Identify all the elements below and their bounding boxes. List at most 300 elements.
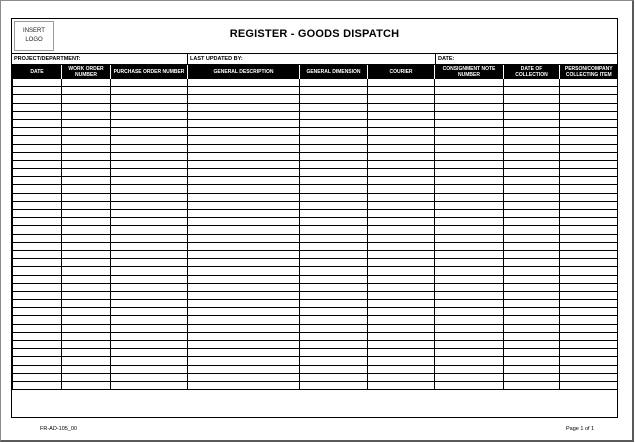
table-cell[interactable]: [13, 341, 62, 349]
table-cell[interactable]: [368, 119, 435, 127]
table-cell[interactable]: [13, 267, 62, 275]
table-cell[interactable]: [435, 226, 504, 234]
table-cell[interactable]: [368, 373, 435, 381]
table-cell[interactable]: [62, 234, 111, 242]
table-cell[interactable]: [368, 300, 435, 308]
date-field[interactable]: [435, 54, 617, 65]
table-cell[interactable]: [504, 324, 560, 332]
table-cell[interactable]: [368, 103, 435, 111]
table-cell[interactable]: [111, 193, 188, 201]
table-cell[interactable]: [13, 283, 62, 291]
table-cell[interactable]: [504, 226, 560, 234]
table-cell[interactable]: [560, 201, 618, 209]
last-updated-by-field[interactable]: [187, 54, 435, 65]
table-cell[interactable]: [435, 218, 504, 226]
table-cell[interactable]: [560, 119, 618, 127]
table-cell[interactable]: [368, 87, 435, 95]
table-cell[interactable]: [188, 250, 300, 258]
table-cell[interactable]: [560, 373, 618, 381]
table-cell[interactable]: [111, 381, 188, 389]
table-cell[interactable]: [504, 283, 560, 291]
table-cell[interactable]: [13, 218, 62, 226]
table-cell[interactable]: [560, 381, 618, 389]
table-cell[interactable]: [560, 365, 618, 373]
table-cell[interactable]: [368, 193, 435, 201]
table-cell[interactable]: [560, 308, 618, 316]
table-cell[interactable]: [435, 201, 504, 209]
table-cell[interactable]: [435, 87, 504, 95]
table-cell[interactable]: [62, 283, 111, 291]
table-cell[interactable]: [13, 291, 62, 299]
table-cell[interactable]: [62, 332, 111, 340]
table-cell[interactable]: [111, 250, 188, 258]
table-cell[interactable]: [62, 144, 111, 152]
table-cell[interactable]: [188, 332, 300, 340]
table-cell[interactable]: [504, 341, 560, 349]
table-cell[interactable]: [188, 169, 300, 177]
table-cell[interactable]: [62, 300, 111, 308]
table-cell[interactable]: [13, 365, 62, 373]
table-cell[interactable]: [62, 316, 111, 324]
table-cell[interactable]: [300, 300, 368, 308]
table-cell[interactable]: [368, 308, 435, 316]
table-cell[interactable]: [62, 218, 111, 226]
table-cell[interactable]: [504, 201, 560, 209]
table-cell[interactable]: [300, 169, 368, 177]
table-cell[interactable]: [504, 103, 560, 111]
table-cell[interactable]: [111, 119, 188, 127]
table-cell[interactable]: [300, 185, 368, 193]
table-cell[interactable]: [13, 324, 62, 332]
table-cell[interactable]: [560, 79, 618, 87]
table-cell[interactable]: [188, 300, 300, 308]
table-cell[interactable]: [300, 87, 368, 95]
table-cell[interactable]: [435, 341, 504, 349]
table-cell[interactable]: [13, 95, 62, 103]
table-cell[interactable]: [188, 275, 300, 283]
table-cell[interactable]: [111, 291, 188, 299]
table-cell[interactable]: [111, 103, 188, 111]
table-cell[interactable]: [368, 324, 435, 332]
table-cell[interactable]: [560, 87, 618, 95]
table-cell[interactable]: [188, 226, 300, 234]
table-cell[interactable]: [188, 381, 300, 389]
table-cell[interactable]: [504, 308, 560, 316]
table-cell[interactable]: [435, 234, 504, 242]
table-cell[interactable]: [13, 316, 62, 324]
table-cell[interactable]: [300, 332, 368, 340]
table-cell[interactable]: [368, 128, 435, 136]
table-cell[interactable]: [62, 210, 111, 218]
table-cell[interactable]: [300, 193, 368, 201]
table-cell[interactable]: [188, 349, 300, 357]
table-cell[interactable]: [62, 136, 111, 144]
table-cell[interactable]: [300, 119, 368, 127]
table-cell[interactable]: [300, 381, 368, 389]
table-cell[interactable]: [504, 95, 560, 103]
table-cell[interactable]: [111, 234, 188, 242]
table-cell[interactable]: [188, 267, 300, 275]
table-cell[interactable]: [13, 111, 62, 119]
table-cell[interactable]: [560, 283, 618, 291]
table-cell[interactable]: [111, 308, 188, 316]
table-cell[interactable]: [13, 242, 62, 250]
table-cell[interactable]: [504, 234, 560, 242]
table-cell[interactable]: [368, 357, 435, 365]
table-cell[interactable]: [62, 95, 111, 103]
table-cell[interactable]: [13, 308, 62, 316]
table-cell[interactable]: [13, 259, 62, 267]
table-cell[interactable]: [300, 152, 368, 160]
table-cell[interactable]: [111, 300, 188, 308]
table-cell[interactable]: [13, 226, 62, 234]
table-cell[interactable]: [188, 324, 300, 332]
table-cell[interactable]: [111, 218, 188, 226]
table-cell[interactable]: [111, 316, 188, 324]
table-cell[interactable]: [188, 291, 300, 299]
table-cell[interactable]: [368, 111, 435, 119]
table-cell[interactable]: [188, 373, 300, 381]
table-cell[interactable]: [62, 308, 111, 316]
table-cell[interactable]: [62, 349, 111, 357]
table-cell[interactable]: [188, 160, 300, 168]
table-cell[interactable]: [368, 226, 435, 234]
table-cell[interactable]: [13, 152, 62, 160]
table-cell[interactable]: [435, 128, 504, 136]
table-cell[interactable]: [62, 365, 111, 373]
table-cell[interactable]: [368, 267, 435, 275]
table-cell[interactable]: [368, 275, 435, 283]
table-cell[interactable]: [504, 169, 560, 177]
table-cell[interactable]: [300, 210, 368, 218]
table-cell[interactable]: [368, 349, 435, 357]
table-cell[interactable]: [188, 193, 300, 201]
table-cell[interactable]: [560, 324, 618, 332]
table-cell[interactable]: [504, 160, 560, 168]
table-cell[interactable]: [13, 128, 62, 136]
table-cell[interactable]: [62, 226, 111, 234]
table-cell[interactable]: [62, 201, 111, 209]
table-cell[interactable]: [435, 193, 504, 201]
table-cell[interactable]: [13, 87, 62, 95]
table-cell[interactable]: [504, 357, 560, 365]
table-cell[interactable]: [300, 79, 368, 87]
table-cell[interactable]: [435, 144, 504, 152]
table-cell[interactable]: [368, 242, 435, 250]
table-cell[interactable]: [300, 160, 368, 168]
table-cell[interactable]: [435, 210, 504, 218]
table-cell[interactable]: [188, 365, 300, 373]
table-cell[interactable]: [368, 291, 435, 299]
table-cell[interactable]: [368, 218, 435, 226]
table-cell[interactable]: [504, 332, 560, 340]
table-cell[interactable]: [504, 316, 560, 324]
table-cell[interactable]: [504, 144, 560, 152]
table-cell[interactable]: [188, 308, 300, 316]
table-cell[interactable]: [111, 341, 188, 349]
table-cell[interactable]: [435, 365, 504, 373]
table-cell[interactable]: [188, 95, 300, 103]
table-cell[interactable]: [504, 193, 560, 201]
table-cell[interactable]: [111, 177, 188, 185]
table-cell[interactable]: [560, 291, 618, 299]
table-cell[interactable]: [13, 250, 62, 258]
table-cell[interactable]: [435, 160, 504, 168]
table-cell[interactable]: [62, 373, 111, 381]
table-cell[interactable]: [62, 381, 111, 389]
table-cell[interactable]: [111, 152, 188, 160]
table-cell[interactable]: [435, 250, 504, 258]
table-cell[interactable]: [560, 316, 618, 324]
table-cell[interactable]: [13, 193, 62, 201]
table-cell[interactable]: [111, 111, 188, 119]
table-cell[interactable]: [504, 250, 560, 258]
table-cell[interactable]: [300, 324, 368, 332]
table-cell[interactable]: [300, 316, 368, 324]
table-cell[interactable]: [368, 234, 435, 242]
table-cell[interactable]: [368, 79, 435, 87]
table-cell[interactable]: [300, 308, 368, 316]
table-cell[interactable]: [300, 136, 368, 144]
table-cell[interactable]: [504, 381, 560, 389]
table-cell[interactable]: [368, 136, 435, 144]
table-cell[interactable]: [504, 349, 560, 357]
table-cell[interactable]: [435, 185, 504, 193]
table-cell[interactable]: [435, 119, 504, 127]
table-cell[interactable]: [62, 79, 111, 87]
table-cell[interactable]: [62, 259, 111, 267]
table-cell[interactable]: [560, 349, 618, 357]
table-cell[interactable]: [188, 79, 300, 87]
table-cell[interactable]: [188, 201, 300, 209]
table-cell[interactable]: [504, 119, 560, 127]
table-cell[interactable]: [560, 250, 618, 258]
table-cell[interactable]: [560, 357, 618, 365]
table-cell[interactable]: [188, 119, 300, 127]
table-cell[interactable]: [368, 332, 435, 340]
table-cell[interactable]: [504, 152, 560, 160]
table-cell[interactable]: [111, 144, 188, 152]
table-cell[interactable]: [435, 381, 504, 389]
table-cell[interactable]: [368, 365, 435, 373]
table-cell[interactable]: [435, 316, 504, 324]
table-cell[interactable]: [111, 259, 188, 267]
table-cell[interactable]: [300, 283, 368, 291]
table-cell[interactable]: [504, 242, 560, 250]
table-cell[interactable]: [560, 136, 618, 144]
table-cell[interactable]: [188, 283, 300, 291]
table-cell[interactable]: [504, 275, 560, 283]
table-cell[interactable]: [435, 79, 504, 87]
table-cell[interactable]: [13, 185, 62, 193]
table-cell[interactable]: [504, 111, 560, 119]
table-cell[interactable]: [188, 185, 300, 193]
table-cell[interactable]: [300, 349, 368, 357]
table-cell[interactable]: [111, 242, 188, 250]
table-cell[interactable]: [368, 201, 435, 209]
table-cell[interactable]: [300, 357, 368, 365]
table-cell[interactable]: [560, 111, 618, 119]
table-cell[interactable]: [188, 128, 300, 136]
table-cell[interactable]: [188, 136, 300, 144]
table-cell[interactable]: [62, 128, 111, 136]
table-cell[interactable]: [188, 259, 300, 267]
table-cell[interactable]: [188, 144, 300, 152]
table-cell[interactable]: [300, 226, 368, 234]
table-cell[interactable]: [111, 128, 188, 136]
table-cell[interactable]: [435, 95, 504, 103]
table-cell[interactable]: [560, 169, 618, 177]
table-cell[interactable]: [504, 128, 560, 136]
table-cell[interactable]: [435, 136, 504, 144]
table-cell[interactable]: [504, 259, 560, 267]
table-cell[interactable]: [435, 242, 504, 250]
table-cell[interactable]: [13, 234, 62, 242]
table-cell[interactable]: [435, 332, 504, 340]
table-cell[interactable]: [13, 300, 62, 308]
table-cell[interactable]: [62, 152, 111, 160]
table-cell[interactable]: [560, 177, 618, 185]
table-cell[interactable]: [300, 291, 368, 299]
table-cell[interactable]: [188, 218, 300, 226]
table-cell[interactable]: [368, 210, 435, 218]
table-cell[interactable]: [13, 332, 62, 340]
table-cell[interactable]: [188, 341, 300, 349]
table-cell[interactable]: [188, 234, 300, 242]
table-cell[interactable]: [13, 136, 62, 144]
table-cell[interactable]: [300, 234, 368, 242]
table-cell[interactable]: [300, 128, 368, 136]
table-cell[interactable]: [13, 275, 62, 283]
table-cell[interactable]: [368, 144, 435, 152]
table-cell[interactable]: [504, 79, 560, 87]
table-cell[interactable]: [13, 169, 62, 177]
table-cell[interactable]: [188, 152, 300, 160]
table-cell[interactable]: [188, 103, 300, 111]
table-cell[interactable]: [300, 111, 368, 119]
table-cell[interactable]: [13, 210, 62, 218]
table-cell[interactable]: [504, 365, 560, 373]
table-cell[interactable]: [435, 169, 504, 177]
table-cell[interactable]: [300, 341, 368, 349]
table-cell[interactable]: [62, 185, 111, 193]
table-cell[interactable]: [300, 218, 368, 226]
table-cell[interactable]: [435, 291, 504, 299]
table-cell[interactable]: [560, 234, 618, 242]
table-cell[interactable]: [111, 226, 188, 234]
table-cell[interactable]: [111, 267, 188, 275]
table-cell[interactable]: [435, 300, 504, 308]
table-cell[interactable]: [62, 111, 111, 119]
table-cell[interactable]: [368, 95, 435, 103]
table-cell[interactable]: [62, 291, 111, 299]
table-cell[interactable]: [300, 103, 368, 111]
project-department-field[interactable]: [12, 54, 187, 65]
table-cell[interactable]: [111, 332, 188, 340]
table-cell[interactable]: [300, 95, 368, 103]
table-cell[interactable]: [300, 242, 368, 250]
table-cell[interactable]: [560, 210, 618, 218]
table-cell[interactable]: [62, 341, 111, 349]
table-cell[interactable]: [13, 103, 62, 111]
table-cell[interactable]: [560, 259, 618, 267]
table-cell[interactable]: [111, 79, 188, 87]
table-cell[interactable]: [560, 226, 618, 234]
table-cell[interactable]: [435, 259, 504, 267]
table-cell[interactable]: [504, 267, 560, 275]
table-cell[interactable]: [188, 357, 300, 365]
table-cell[interactable]: [62, 103, 111, 111]
table-cell[interactable]: [560, 267, 618, 275]
table-cell[interactable]: [368, 381, 435, 389]
table-cell[interactable]: [368, 283, 435, 291]
table-cell[interactable]: [300, 177, 368, 185]
table-cell[interactable]: [111, 160, 188, 168]
table-cell[interactable]: [13, 381, 62, 389]
table-cell[interactable]: [368, 259, 435, 267]
table-cell[interactable]: [13, 177, 62, 185]
table-cell[interactable]: [62, 324, 111, 332]
table-cell[interactable]: [111, 365, 188, 373]
table-cell[interactable]: [111, 185, 188, 193]
table-cell[interactable]: [62, 193, 111, 201]
table-cell[interactable]: [13, 349, 62, 357]
table-cell[interactable]: [13, 79, 62, 87]
table-cell[interactable]: [435, 103, 504, 111]
table-cell[interactable]: [435, 324, 504, 332]
table-cell[interactable]: [435, 275, 504, 283]
table-cell[interactable]: [188, 210, 300, 218]
table-cell[interactable]: [368, 160, 435, 168]
table-cell[interactable]: [560, 300, 618, 308]
table-cell[interactable]: [504, 300, 560, 308]
table-cell[interactable]: [300, 144, 368, 152]
table-cell[interactable]: [111, 283, 188, 291]
table-cell[interactable]: [188, 111, 300, 119]
table-cell[interactable]: [111, 373, 188, 381]
table-cell[interactable]: [368, 177, 435, 185]
table-cell[interactable]: [111, 87, 188, 95]
table-cell[interactable]: [111, 275, 188, 283]
table-cell[interactable]: [560, 128, 618, 136]
table-cell[interactable]: [560, 218, 618, 226]
table-cell[interactable]: [300, 201, 368, 209]
table-cell[interactable]: [188, 177, 300, 185]
table-cell[interactable]: [62, 87, 111, 95]
table-cell[interactable]: [435, 373, 504, 381]
table-cell[interactable]: [300, 267, 368, 275]
table-cell[interactable]: [62, 119, 111, 127]
table-cell[interactable]: [188, 316, 300, 324]
table-cell[interactable]: [13, 160, 62, 168]
table-cell[interactable]: [560, 275, 618, 283]
table-cell[interactable]: [111, 210, 188, 218]
table-cell[interactable]: [560, 185, 618, 193]
table-cell[interactable]: [13, 119, 62, 127]
table-cell[interactable]: [111, 169, 188, 177]
table-cell[interactable]: [560, 144, 618, 152]
table-cell[interactable]: [62, 357, 111, 365]
table-cell[interactable]: [13, 373, 62, 381]
table-cell[interactable]: [504, 136, 560, 144]
table-cell[interactable]: [111, 201, 188, 209]
table-cell[interactable]: [13, 144, 62, 152]
table-cell[interactable]: [504, 291, 560, 299]
table-cell[interactable]: [368, 152, 435, 160]
table-cell[interactable]: [435, 349, 504, 357]
table-cell[interactable]: [435, 267, 504, 275]
table-cell[interactable]: [300, 373, 368, 381]
